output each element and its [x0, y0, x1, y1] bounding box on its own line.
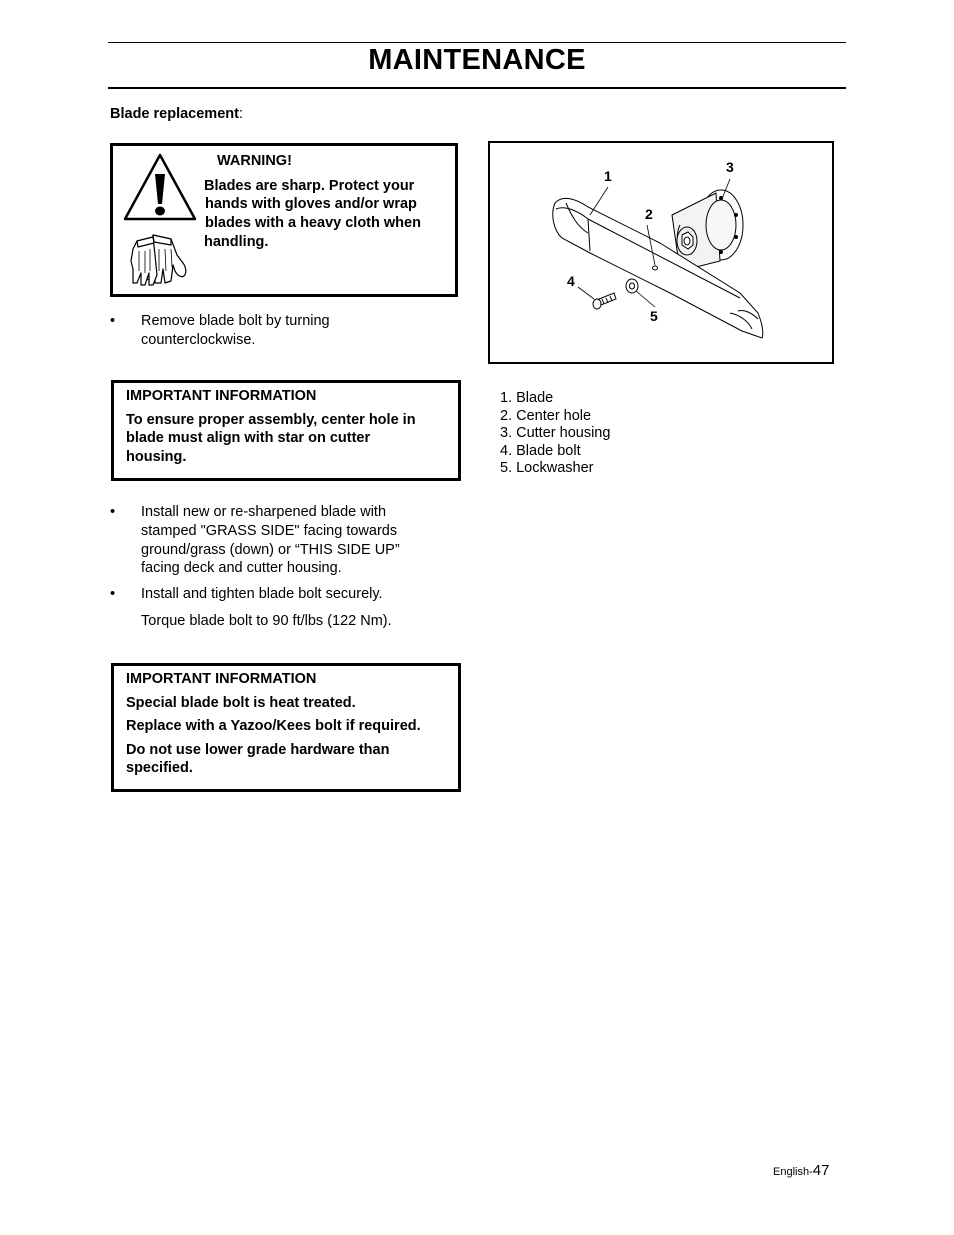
blade-bolt-drawing — [593, 293, 616, 309]
warning-line-4: handling. — [204, 234, 269, 250]
bullet: • — [110, 504, 116, 520]
section-label — [110, 106, 243, 122]
important-info-title-1: IMPORTANT INFORMATION — [126, 388, 317, 404]
footer-language: English- — [773, 1166, 813, 1178]
important-info-2-line-4: specified. — [126, 760, 193, 776]
bullet: • — [110, 313, 116, 329]
page-footer — [773, 1162, 829, 1180]
important-info-1-line-1: To ensure proper assembly, center hole in — [126, 412, 416, 428]
legend-item-blade: 1. Blade — [500, 390, 554, 406]
legend-item-blade-bolt: 4. Blade bolt — [500, 442, 581, 459]
page-title: MAINTENANCE — [368, 44, 586, 76]
warning-line-1: Blades are sharp. Protect your — [204, 178, 415, 194]
legend-item-center-hole: 2. Center hole — [500, 407, 592, 424]
page-number: 47 — [812, 1162, 830, 1179]
callout-2: 2 — [645, 206, 653, 222]
step-install-blade-line-2: stamped "GRASS SIDE" facing towards — [141, 522, 398, 539]
step-tighten-bolt-text: Install and tighten blade bolt securely. — [141, 586, 383, 602]
blade-diagram-frame — [488, 141, 834, 364]
important-info-title-2: IMPORTANT INFORMATION — [126, 671, 317, 687]
important-info-1-line-3: housing. — [126, 449, 187, 465]
callout-1: 1 — [604, 168, 612, 184]
step-install-blade-line-3: ground/grass (down) or “THIS SIDE UP” — [141, 541, 400, 558]
warning-line-3: blades with a heavy cloth when — [205, 215, 421, 231]
bullet: • — [110, 586, 116, 602]
gloves-icon — [127, 231, 193, 289]
important-info-box-2 — [111, 663, 461, 792]
step-remove-bolt-line-1: Remove blade bolt by turning — [141, 313, 330, 329]
important-info-1-line-2: blade must align with star on cutter — [126, 430, 371, 446]
callout-5: 5 — [650, 308, 658, 324]
important-info-box-1 — [111, 380, 461, 481]
legend-item-cutter-housing: 3. Cutter housing — [500, 425, 611, 441]
important-info-2-line-2: Replace with a Yazoo/Kees bolt if required. — [126, 718, 421, 734]
section-label-bold: Blade replacement — [110, 106, 239, 122]
warning-triangle-icon — [122, 152, 198, 222]
step-install-blade-line-4: facing deck and cutter housing. — [141, 560, 342, 577]
important-info-2-line-3: Do not use lower grade hardware than — [126, 742, 390, 758]
legend-item-lockwasher: 5. Lockwasher — [500, 460, 594, 476]
step-install-blade-line-1: Install new or re-sharpened blade with — [141, 504, 387, 520]
torque-note: Torque blade bolt to 90 ft/lbs (122 Nm). — [141, 613, 392, 629]
warning-line-2: hands with gloves and/or wrap — [205, 196, 417, 212]
figure-legend — [500, 390, 610, 478]
callout-4: 4 — [567, 273, 575, 289]
step-remove-bolt-line-2: counterclockwise. — [141, 331, 256, 348]
warning-title: WARNING! — [217, 153, 292, 169]
header-top-rule — [108, 42, 846, 43]
section-label-suffix: : — [238, 106, 243, 122]
important-info-2-line-1: Special blade bolt is heat treated. — [126, 695, 356, 711]
callout-3: 3 — [726, 159, 734, 175]
warning-box — [110, 143, 458, 297]
blade-assembly-diagram — [490, 143, 832, 362]
header-bottom-rule — [108, 87, 846, 89]
